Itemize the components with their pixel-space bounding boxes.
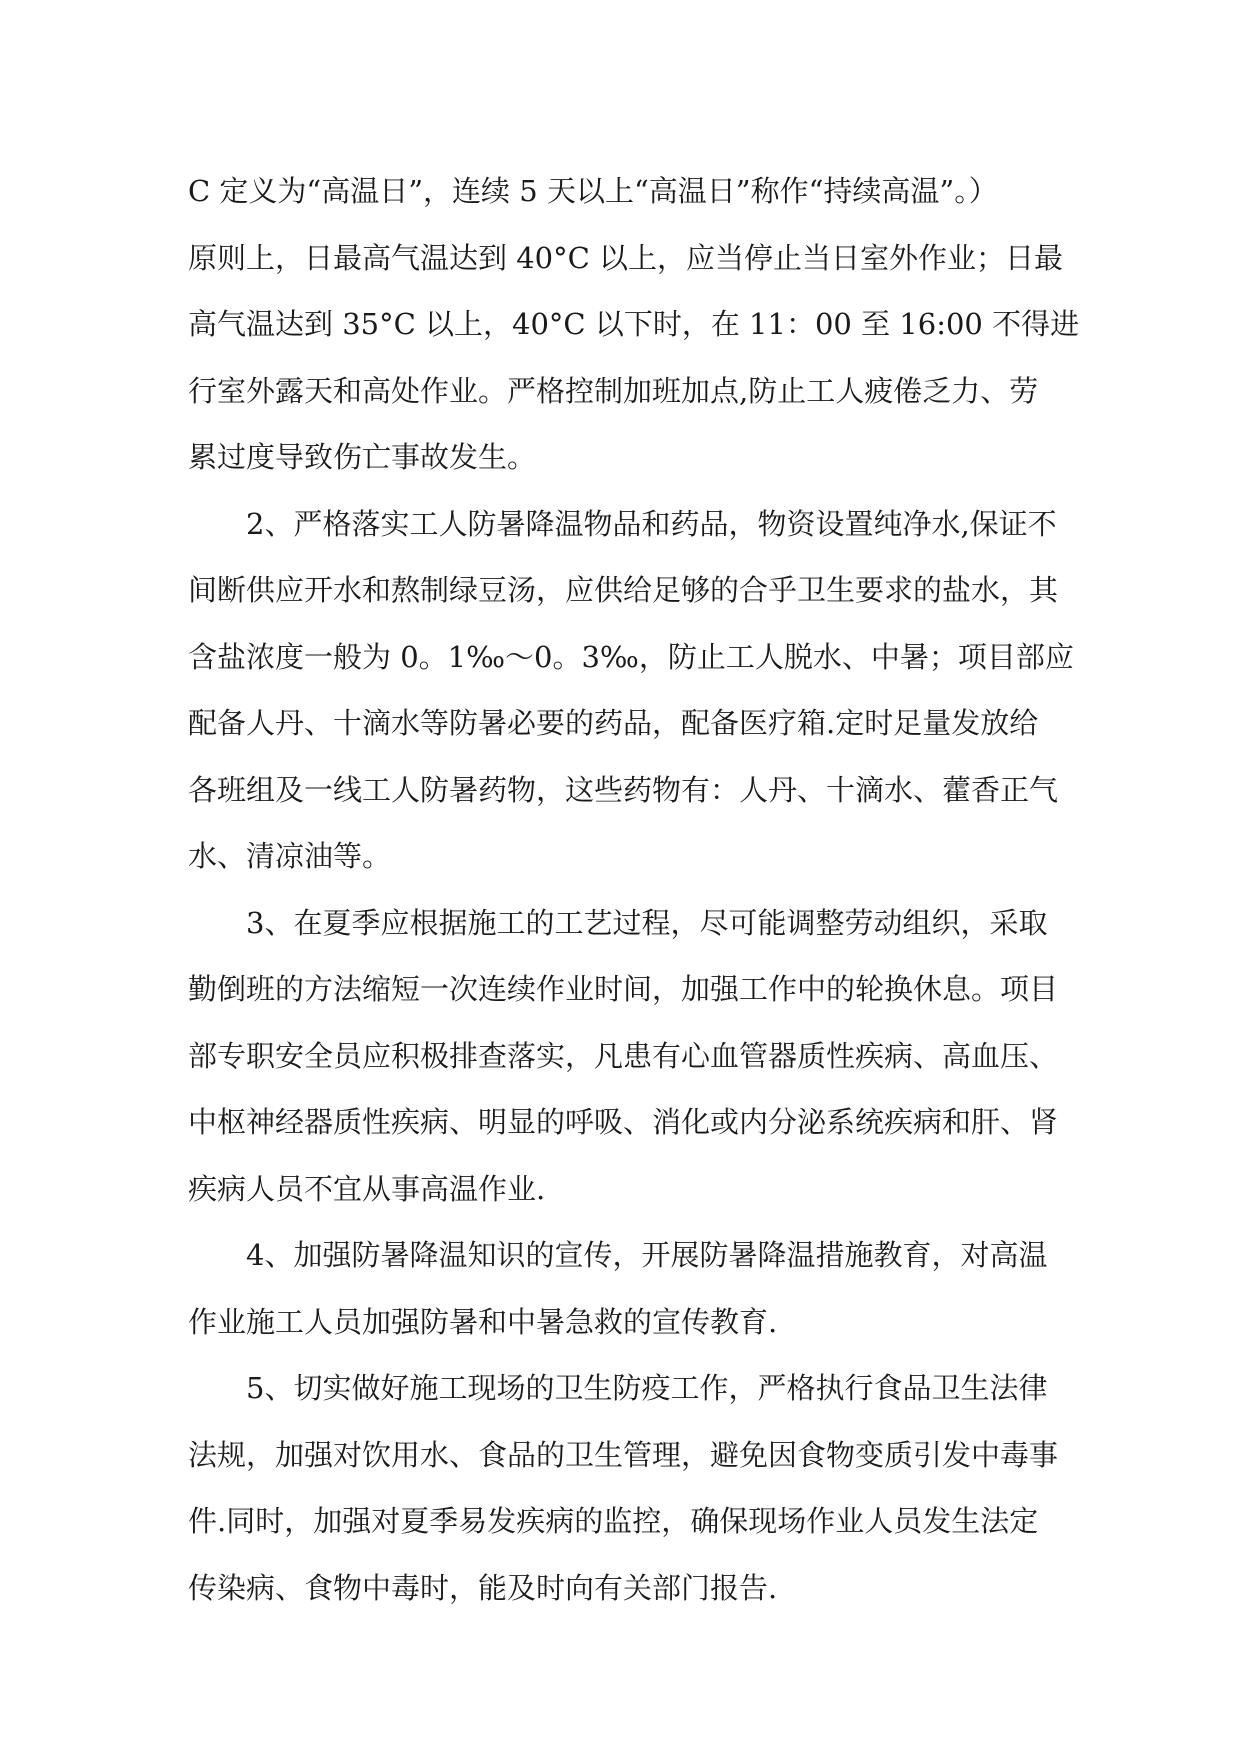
text-line: 中枢神经器质性疾病、明显的呼吸、消化或内分泌系统疾病和肝、肾 xyxy=(188,1105,1059,1139)
text-line: 水、清凉油等。 xyxy=(188,839,392,873)
text-line: 部专职安全员应积极排查落实，凡患有心血管器质性疾病、高血压、 xyxy=(188,1038,1059,1073)
paragraph-3-line: 3、在夏季应根据施工的工艺过程，尽可能调整劳动组织，采取 xyxy=(188,905,1048,940)
paragraph-2-line: 2、严格落实工人防暑降温物品和药品，物资设置纯净水,保证不 xyxy=(188,506,1057,541)
text-line: 疾病人员不宜从事高温作业. xyxy=(188,1171,546,1206)
text-line: 件.同时，加强对夏季易发疾病的监控，确保现场作业人员发生法定 xyxy=(188,1504,1039,1538)
text-line: 含盐浓度一般为 0。1‰～0。3‰，防止工人脱水、中暑；项目部应 xyxy=(188,639,1074,674)
text-line: 传染病、食物中毒时，能及时向有关部门报告. xyxy=(188,1570,778,1605)
text-line: 高气温达到 35°C 以上，40°C 以下时，在 11：00 至 16:00 不得进 xyxy=(188,307,1080,341)
text-line: 原则上，日最高气温达到 40°C 以上，应当停止当日室外作业；日最 xyxy=(188,240,1064,275)
text-line: C 定义为“高温日”，连续 5 天以上“高温日”称作“持续高温”。） xyxy=(188,174,998,208)
text-line: 累过度导致伤亡事故发生。 xyxy=(188,440,537,474)
text-line: 作业施工人员加强防暑和中暑急救的宣传教育. xyxy=(188,1304,778,1339)
text-line: 配备人丹、十滴水等防暑必要的药品，配备医疗箱.定时足量发放给 xyxy=(188,706,1039,740)
text-line: 勤倒班的方法缩短一次连续作业时间，加强工作中的轮换休息。项目 xyxy=(188,972,1059,1006)
text-line: 行室外露天和高处作业。严格控制加班加点,防止工人疲倦乏力、劳 xyxy=(188,373,1039,408)
paragraph-4-line: 4、加强防暑降温知识的宣传，开展防暑降温措施教育，对高温 xyxy=(188,1238,1048,1272)
text-line: 各班组及一线工人防暑药物，这些药物有：人丹、十滴水、藿香正气 xyxy=(188,772,1059,807)
paragraph-5-line: 5、切实做好施工现场的卫生防疫工作，严格执行食品卫生法律 xyxy=(188,1371,1048,1405)
text-line: 间断供应开水和熬制绿豆汤，应供给足够的合乎卫生要求的盐水，其 xyxy=(188,573,1059,607)
document-body xyxy=(188,158,1080,1621)
text-line: 法规，加强对饮用水、食品的卫生管理，避免因食物变质引发中毒事 xyxy=(188,1437,1059,1472)
